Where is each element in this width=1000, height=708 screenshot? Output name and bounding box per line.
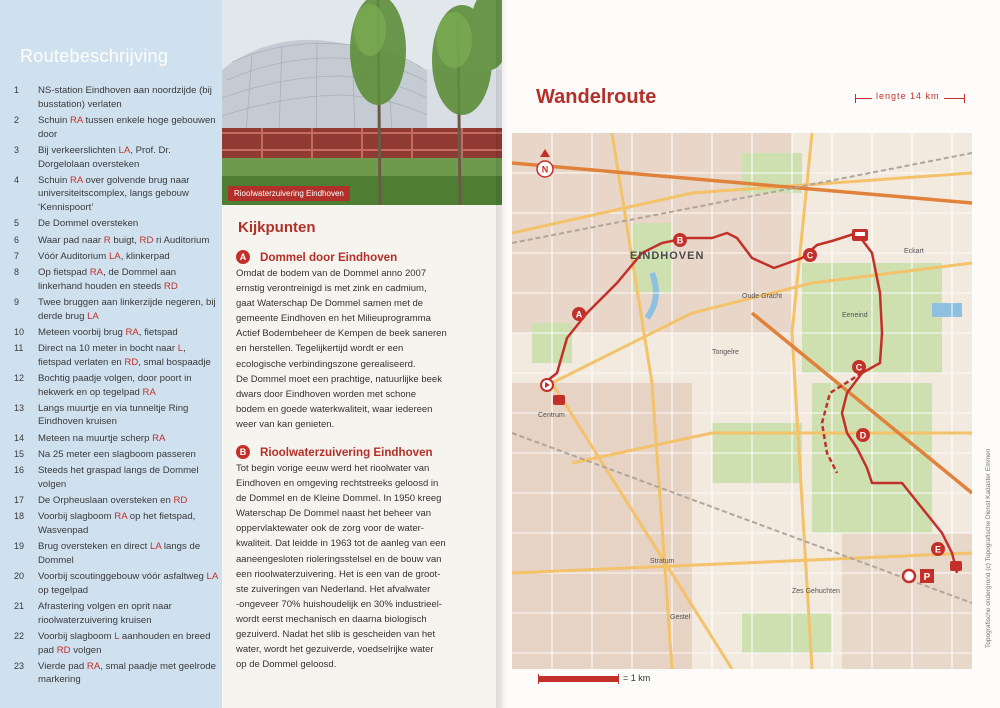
route-step — [14, 296, 220, 323]
marker-badge-b: B — [236, 445, 250, 459]
scale-tick-left — [538, 674, 539, 684]
right-page — [502, 0, 1000, 708]
map-place-label-gestel: Gestel — [670, 614, 691, 621]
route-step — [14, 464, 220, 491]
route-step — [14, 84, 220, 111]
route-step — [14, 600, 220, 627]
map-credit-text: Topografische ondergrond (c) Topografische Dienst Kadaster Emmen — [985, 448, 992, 648]
route-step-number: 14 — [14, 432, 25, 443]
route-step — [14, 217, 220, 231]
route-step-text: Schuin RA over golvende brug naar universiteitscomplex, langs gebouw ‘Kennispoort’ — [38, 174, 190, 214]
route-step-number: 13 — [14, 402, 25, 413]
route-step-text: Meteen na muurtje scherp RA — [38, 432, 166, 444]
route-step-text: Op fietspad RA, de Dommel aan linkerhand houden en steeds RD — [38, 266, 178, 292]
map-city-label: EINDHOVEN — [630, 250, 705, 262]
route-step-text: Vóór Auditorium LA, klinkerpad — [38, 250, 170, 262]
route-step-number: 23 — [14, 660, 25, 671]
route-step — [14, 570, 220, 597]
route-step-text: Langs muurtje en via tunneltje Ring Eindhoven kruisen — [38, 402, 189, 428]
route-step-number: 4 — [14, 174, 20, 185]
map-marker-e: E — [934, 544, 942, 555]
route-description-title: Routebeschrijving — [20, 46, 169, 66]
map-place-label-centrum: Centrum — [538, 412, 565, 419]
route-step-text: Bij verkeerslichten LA, Prof. Dr. Dorgelolaan oversteken — [38, 144, 171, 170]
route-step — [14, 266, 220, 293]
kijkpunt-a-text: Omdat de bodem van de Dommel anno 2007 ernstig verontreinigd is met zink en cadmium, gaat Waterschap De Dommel samen met de gemeente Eindhoven en het Milieuprogramma Actief Bodembeheer de Kempen de beek saneren en herstellen. Tegelijkertijd wordt er een ecologische verbindingszone gerealiseerd. De Dommel moet een prachtige, natuurlijke beek dwars door Eindhoven worden met schone bodem en goede waterkwaliteit, waar iedereen weer van kan genieten. — [236, 268, 447, 430]
route-step-number: 16 — [14, 465, 25, 476]
route-step — [14, 448, 220, 462]
route-step-number: 11 — [14, 342, 24, 353]
route-step-text: Meteen voorbij brug RA, fietspad — [38, 326, 178, 338]
route-step-text: Twee bruggen aan linkerzijde negeren, bij derde brug LA — [38, 296, 216, 322]
route-step — [14, 144, 220, 171]
map-marker-d: D — [859, 430, 867, 441]
middle-page — [222, 0, 502, 708]
route-step-text: Bochtig paadje volgen, door poort in hekwerk en op tegelpad RA — [38, 372, 192, 398]
route-step — [14, 494, 220, 508]
map-credit — [980, 420, 994, 650]
route-step-number: 19 — [14, 541, 25, 552]
map-marker-a: A — [575, 309, 583, 320]
kijkpunten-title: Kijkpunten — [238, 219, 316, 236]
route-step-number: 22 — [14, 630, 25, 641]
kijkpunt-a-title: Dommel door Eindhoven — [260, 250, 398, 264]
kijkpunt-b — [236, 445, 486, 672]
route-step-text: Steeds het graspad langs de Dommel volgen — [38, 465, 199, 490]
route-step-number: 21 — [14, 600, 25, 611]
kijkpunt-b-title: Rioolwaterzuivering Eindhoven — [260, 445, 433, 459]
photo-water-treatment — [222, 0, 502, 205]
route-step — [14, 510, 220, 537]
route-step — [14, 342, 220, 369]
route-description-panel — [0, 0, 222, 708]
route-step-text: Schuin RA tussen enkele hoge gebouwen door — [38, 114, 216, 140]
map-place-label-zes-gehuchten: Zes Gehuchten — [792, 588, 840, 595]
scale-tick-right — [618, 674, 619, 684]
route-step — [14, 114, 220, 141]
north-label: N — [541, 164, 549, 175]
route-step-text: Voorbij slagboom L aanhouden en breed pad RD volgen — [38, 630, 211, 656]
scale-label: = 1 km — [623, 673, 651, 683]
route-step — [14, 174, 220, 215]
marker-badge-a: A — [236, 250, 250, 264]
route-steps-list — [14, 84, 220, 690]
route-step-text: De Orpheuslaan oversteken en RD — [38, 494, 188, 506]
route-step-number: 10 — [14, 326, 25, 337]
route-step-number: 20 — [14, 571, 25, 581]
kijkpunt-b-text: Tot begin vorige eeuw werd het rioolwater van Eindhoven en omgeving rechtstreeks geloosd in de Dommel en de Kleine Dommel. In 1950 kreeg Waterschap De Dommel naast het beheer van oppervlaktewater ook de zorg voor de water- kwaliteit. Dat leidde in 1963 tot de aanleg van een aaneengesloten rioleringsstelsel en de bouw van een rioolwaterzuivering. Het is een van de groot- ste zuiveringen van Nederland. Het afvalwater -ongeveer 70% huishoudelijk en 30% industrieel- wordt eerst mechanisch en daarna biologisch gezuiverd. Nadat het slib is gescheiden van het water, wordt het gezuiverde, voedselrijke water op de Dommel geloosd. — [236, 463, 446, 671]
map-marker-c2: C — [855, 362, 863, 373]
route-step — [14, 540, 220, 567]
route-step-text: Na 25 meter een slagboom passeren — [38, 448, 196, 460]
route-step-number: 2 — [14, 114, 20, 125]
route-step-text: Waar pad naar R buigt, RD ri Auditorium — [38, 234, 210, 246]
route-step-text: Voorbij scoutinggebouw vóór asfaltweg LA op tegelpad — [38, 571, 218, 596]
route-step-number: 3 — [14, 144, 20, 155]
route-step-number: 17 — [14, 494, 25, 505]
route-step-number: 6 — [14, 234, 20, 245]
route-step-number: 12 — [14, 372, 25, 383]
map-place-label-oude-gracht: Oude Gracht — [742, 293, 783, 300]
map-place-label-eckart: Eckart — [904, 248, 924, 255]
route-step — [14, 660, 220, 687]
map-marker-b: B — [676, 235, 684, 246]
route-step — [14, 630, 220, 657]
route-length-label: lengte 14 km — [872, 91, 944, 101]
route-step-number: 18 — [14, 511, 25, 522]
route-step-text: Brug oversteken en direct LA langs de Dommel — [38, 541, 201, 566]
route-step — [14, 326, 220, 340]
walking-route-title: Wandelroute — [536, 86, 657, 108]
scale-bar — [538, 676, 618, 682]
parking-icon: P — [923, 572, 931, 583]
map-place-label-stratum: Stratum — [650, 558, 675, 565]
photo-caption: Rioolwaterzuivering Eindhoven — [228, 186, 350, 201]
route-step-number: 15 — [14, 448, 25, 459]
route-map[interactable] — [512, 133, 972, 669]
route-step-text: Voorbij slagboom RA op het fietspad, Wasvenpad — [38, 511, 196, 536]
route-step-text: Direct na 10 meter in bocht naar L, fietspad verlaten en RD, smal bospaadje — [38, 342, 211, 368]
map-place-label-tongelre: Tongelre — [712, 349, 739, 356]
map-place-label-eeneind: Eeneind — [842, 312, 868, 319]
route-step-number: 5 — [14, 218, 20, 229]
map-marker-c1: C — [806, 250, 814, 261]
route-step-text: Vierde pad RA, smal paadje met geelrode markering — [38, 660, 216, 686]
route-step — [14, 372, 220, 399]
route-step-number: 1 — [14, 85, 20, 95]
route-step — [14, 250, 220, 264]
route-step-number: 7 — [14, 250, 20, 261]
length-bar-cap-right — [964, 94, 965, 103]
route-step-number: 8 — [14, 266, 20, 277]
book-gutter — [496, 0, 508, 708]
route-step-text: De Dommel oversteken — [38, 218, 139, 230]
route-step — [14, 402, 220, 429]
route-step — [14, 432, 220, 446]
route-step-text: NS-station Eindhoven aan noordzijde (bij busstation) verlaten — [38, 85, 212, 110]
route-step — [14, 234, 220, 248]
route-step-number: 9 — [14, 296, 20, 307]
kijkpunt-a — [236, 250, 486, 432]
route-step-text: Afrastering volgen en oprit naar rioolwaterzuivering kruisen — [38, 600, 172, 626]
